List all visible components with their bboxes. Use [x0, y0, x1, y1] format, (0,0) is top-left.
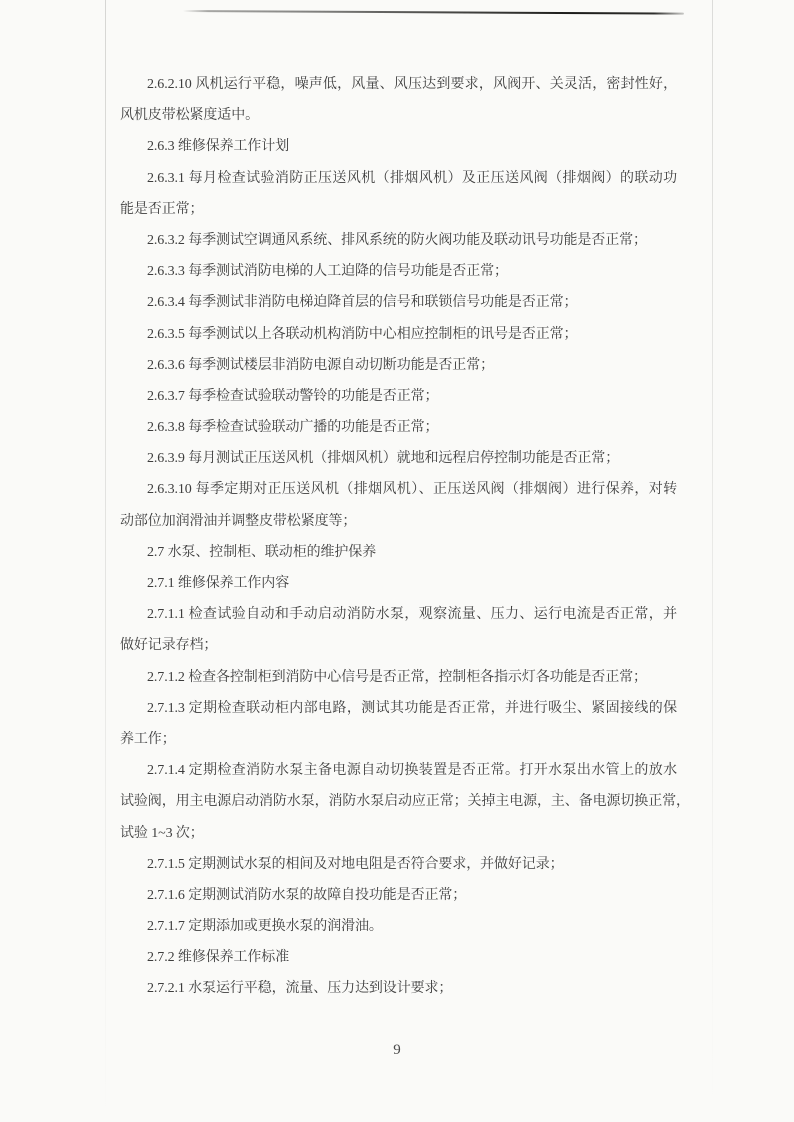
text-line: 2.7 水泵、控制柜、联动柜的维护保养 [147, 544, 377, 560]
text-line: 2.7.1.3 定期检查联动柜内部电路，测试其功能是否正常，并进行吸尘、紧固接线的保 [147, 700, 677, 716]
paragraph [120, 350, 677, 381]
text-line: 2.7.1.6 定期测试消防水泵的故障自投功能是否正常； [147, 887, 467, 903]
paragraph [120, 911, 677, 942]
page-number: 9 [393, 1042, 401, 1058]
text-line: 试验阀，用主电源启动消防水泵，消防水泵启动应正常；关掉主电源，主、备电源切换正常， [120, 794, 690, 810]
text-line: 2.6.3.1 每月检查试验消防正压送风机（排烟风机）及正压送风阀（排烟阀）的联动功 [147, 170, 677, 186]
paragraph [120, 537, 677, 568]
text-line: 养工作； [120, 731, 176, 747]
text-line: 2.6.3.9 每月测试正压送风机（排烟风机）就地和远程启停控制功能是否正常； [147, 451, 620, 467]
paragraph [120, 381, 677, 412]
paragraph [120, 568, 677, 599]
text-line: 2.6.3.6 每季测试楼层非消防电源自动切断功能是否正常； [147, 357, 494, 373]
text-line: 2.7.1.4 定期检查消防水泵主备电源自动切换装置是否正常。打开水泵出水管上的放水 [147, 763, 677, 779]
paragraph [120, 849, 677, 880]
paragraph [120, 662, 677, 693]
document-body [120, 69, 690, 1005]
text-line: 动部位加润滑油并调整皮带松紧度等； [120, 513, 357, 529]
text-line: 2.7.1.7 定期添加或更换水泵的润滑油。 [147, 919, 383, 935]
scan-hairline-artifact [183, 10, 684, 15]
paragraph [120, 973, 677, 1004]
text-line: 2.7.1 维修保养工作内容 [147, 576, 290, 591]
text-line: 2.6.3.5 每季测试以上各联动机构消防中心相应控制柜的讯号是否正常； [147, 326, 578, 342]
paragraph [120, 693, 677, 755]
paragraph [120, 256, 677, 287]
text-line: 2.7.1.1 检查试验自动和手动启动消防水泵，观察流量、压力、运行电流是否正常，并 [147, 607, 677, 623]
paragraph [120, 287, 677, 318]
paragraph [120, 319, 677, 350]
paragraph [120, 443, 677, 474]
paragraph [120, 755, 690, 849]
text-line: 2.6.3.10 每季定期对正压送风机（排烟风机）、正压送风阀（排烟阀）进行保养，对转 [147, 482, 677, 498]
paragraph [120, 474, 677, 536]
text-line: 2.7.1.5 定期测试水泵的相间及对地电阻是否符合要求，并做好记录； [147, 856, 564, 872]
paragraph [120, 69, 677, 131]
paragraph [120, 225, 677, 256]
text-line: 2.6.3 维修保养工作计划 [147, 139, 290, 155]
paragraph [120, 599, 677, 661]
paragraph [120, 880, 677, 911]
text-line: 试验 1~3 次； [120, 825, 204, 841]
text-line: 2.7.1.2 检查各控制柜到消防中心信号是否正常，控制柜各指示灯各功能是否正常； [147, 669, 647, 685]
text-line: 能是否正常； [120, 201, 204, 217]
paragraph [120, 163, 677, 225]
text-line: 2.6.2.10 风机运行平稳，噪声低，风量、风压达到要求，风阀开、关灵活，密封性好， [147, 77, 677, 92]
text-line: 2.6.3.7 每季检查试验联动警铃的功能是否正常； [147, 388, 439, 404]
text-line: 风机皮带松紧度适中。 [120, 108, 259, 124]
scan-fold-line-right [712, 0, 713, 1122]
text-line: 2.7.2 维修保养工作标准 [147, 950, 290, 966]
paragraph [120, 412, 677, 443]
text-line: 2.7.2.1 水泵运行平稳，流量、压力达到设计要求； [147, 981, 453, 997]
scan-fold-line-left [105, 0, 106, 1122]
text-line: 2.6.3.2 每季测试空调通风系统、排风系统的防火阀功能及联动讯号功能是否正常； [147, 232, 647, 248]
paragraph [120, 942, 677, 973]
text-line: 2.6.3.4 每季测试非消防电梯迫降首层的信号和联锁信号功能是否正常； [147, 295, 578, 311]
text-line: 2.6.3.8 每季检查试验联动广播的功能是否正常； [147, 420, 439, 436]
text-line: 做好记录存档； [120, 638, 218, 654]
text-line: 2.6.3.3 每季测试消防电梯的人工迫降的信号功能是否正常； [147, 264, 508, 280]
paragraph [120, 131, 677, 162]
